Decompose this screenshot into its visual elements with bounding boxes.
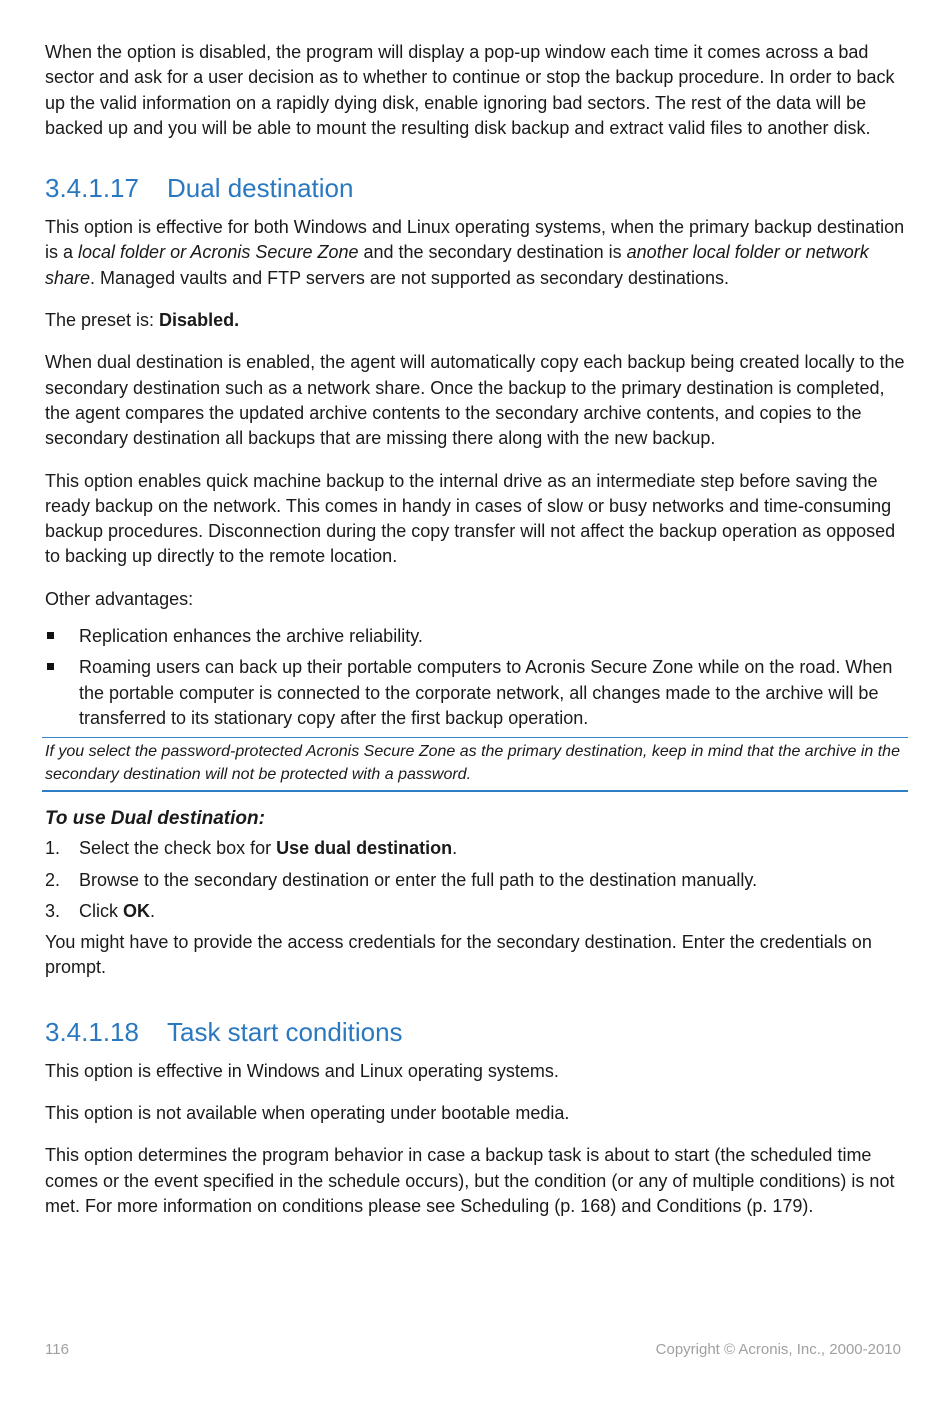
step-text: . bbox=[150, 900, 156, 921]
step-text: Click bbox=[79, 900, 123, 921]
task-conditions-os: This option is effective in Windows and Linux operating systems. bbox=[45, 1060, 559, 1081]
list-item-text: Replication enhances the archive reliability. bbox=[79, 626, 423, 647]
step-bold-text: OK bbox=[123, 900, 150, 921]
page-number: 116 bbox=[45, 1341, 69, 1358]
section-number: 3.4.1.18 bbox=[45, 1016, 139, 1047]
section-number: 3.4.1.17 bbox=[45, 173, 139, 204]
section-title: Dual destination bbox=[167, 173, 354, 204]
step-text: . bbox=[452, 838, 458, 859]
step-number: 2. bbox=[45, 869, 61, 890]
bullet-icon bbox=[47, 632, 54, 639]
list-item-text: Roaming users can back up their portable computers to Acronis Secure Zone while on the road. When the portable computer is connected to the corporate network, all changes made to the archive will be transferred to its stationary copy after the first backup operation. bbox=[79, 657, 893, 728]
copyright-text: Copyright © Acronis, Inc., 2000-2010 bbox=[655, 1341, 901, 1358]
bullet-icon bbox=[47, 663, 54, 670]
step-bold-text: Use dual destination bbox=[276, 838, 453, 859]
procedure-title: To use Dual destination: bbox=[45, 808, 265, 830]
list-item bbox=[45, 624, 905, 649]
step-text: Browse to the secondary destination or enter the full path to the destination manually. bbox=[79, 869, 758, 890]
preset-label: The preset is: bbox=[45, 310, 160, 331]
step-item bbox=[45, 899, 905, 924]
credentials-note: You might have to provide the access credentials for the secondary destination. Enter the credentials on prompt. bbox=[45, 932, 872, 978]
step-number: 3. bbox=[45, 900, 61, 921]
procedure-steps bbox=[45, 836, 905, 924]
section-heading-task-start-conditions bbox=[45, 1015, 905, 1049]
advantages-label: Other advantages: bbox=[45, 588, 194, 609]
task-conditions-behavior: This option determines the program behavior in case a backup task is about to start (the scheduled time comes or the event specified in the schedule occurs), but the condition (or any of multiple conditions) is not met. For more information on conditions please see Scheduling (p. 168) and Conditions (p. 179). bbox=[45, 1145, 895, 1216]
intro-paragraph: When the option is disabled, the program will display a pop-up window each time it comes across a bad sector and ask for a user decision as to whether to continue or stop the backup procedure. In order to back up the valid information on a rapidly dying disk, enable ignoring bad sectors. The rest of the data will be backed up and you will be able to mount the resulting disk backup and extract valid files to another disk. bbox=[45, 42, 895, 138]
step-number: 1. bbox=[45, 838, 61, 859]
section-title: Task start conditions bbox=[167, 1016, 403, 1047]
dual-destination-benefit: This option enables quick machine backup to the internal drive as an intermediate step before saving the ready backup on the network. This comes in handy in cases of slow or busy networks and time-consuming backup procedures. Disconnection during the copy transfer will not affect the backup operation as opposed to backing up directly to the remote location. bbox=[45, 470, 896, 567]
preset-line bbox=[45, 308, 905, 333]
dual-destination-description bbox=[45, 215, 905, 291]
emphasis-secondary: another local folder or network share bbox=[45, 242, 869, 288]
step-item bbox=[45, 836, 905, 861]
page-footer bbox=[45, 1341, 901, 1358]
preset-value: Disabled. bbox=[159, 310, 240, 331]
advantages-list bbox=[45, 624, 905, 731]
page-content bbox=[45, 40, 905, 1219]
step-text: Select the check box for bbox=[79, 838, 277, 859]
dual-destination-behavior: When dual destination is enabled, the agent will automatically copy each backup being created locally to the secondary destination such as a network share. Once the backup to the primary destination is completed, the agent compares the updated archive contents to the secondary archive contents, and copies to the secondary destination all backups that are missing there along with the new backup. bbox=[45, 352, 905, 449]
list-item bbox=[45, 655, 905, 731]
section-heading-dual-destination bbox=[45, 171, 905, 205]
text-run: This option is effective for both Windows and Linux operating systems, when the primary backup destination is a bbox=[45, 217, 905, 263]
note-box: If you select the password-protected Acronis Secure Zone as the primary destination, keep in mind that the archive in the secondary destination will not be protected with a password. bbox=[42, 737, 908, 792]
task-conditions-bootable: This option is not available when operating under bootable media. bbox=[45, 1103, 570, 1124]
step-item bbox=[45, 868, 905, 893]
text-run: and the secondary destination is bbox=[358, 242, 627, 263]
emphasis-primary: local folder or Acronis Secure Zone bbox=[78, 242, 359, 263]
text-run: . Managed vaults and FTP servers are not supported as secondary destinations. bbox=[90, 267, 730, 288]
